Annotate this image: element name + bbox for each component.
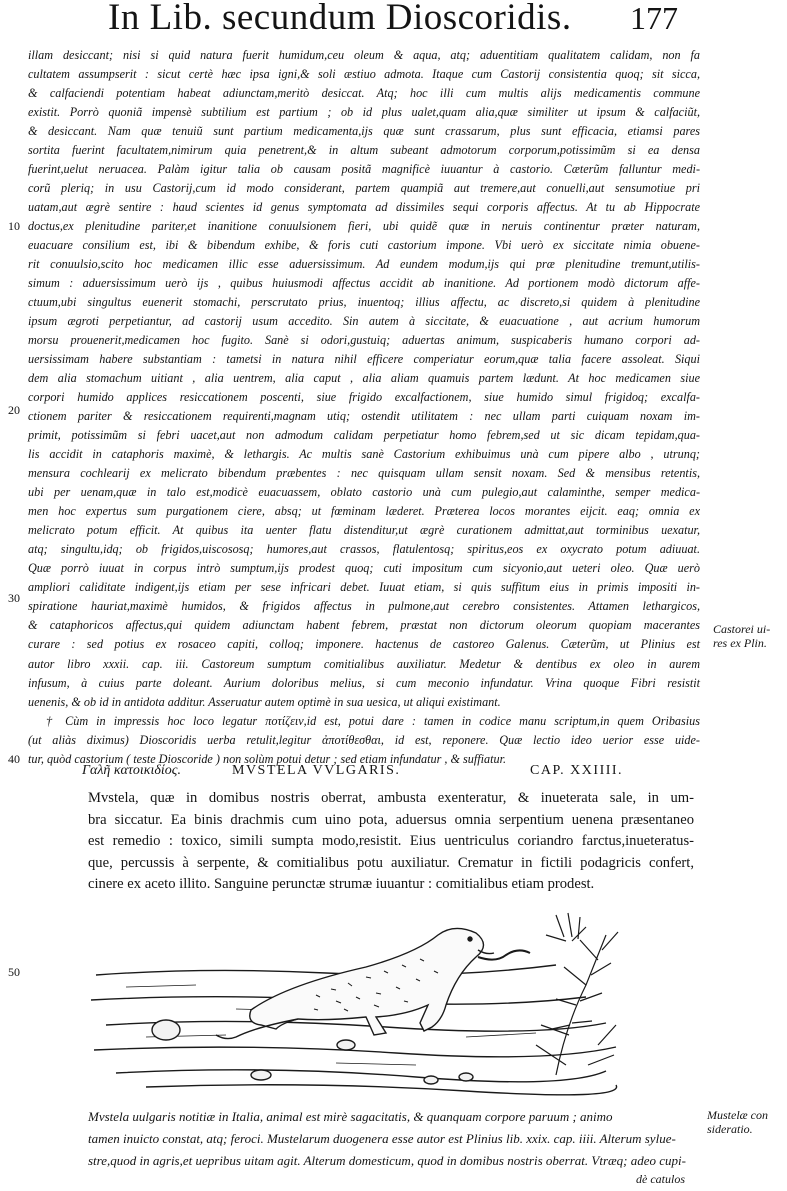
commentary-line: autor libro xxxii. cap. iii. Castoreum sumptum comitialibus auxiliatur. Medetur & dentibus ex oleo in aurem (28, 656, 700, 671)
commentary-line: doctus,ex plenitudine pariter,et inanitione conuulsionem fieri, ubi quidẽ quæ in neruis continentur præter naturam, (28, 219, 700, 234)
running-title: In Lib. secundum Dioscoridis. (108, 0, 572, 38)
commentary-line: & cataphoricos affectus,qui quidem adiunctam habent febrem, præstat non dictorum oleorum quopiam macerantes (28, 618, 700, 633)
marginal-note-mustelae: Mustelæ con sideratio. (707, 1108, 768, 1136)
bottom-line: tamen inuicto constat, atq; feroci. Mustelarum duogenera esse autor est Plinius lib. xxix. cap. iiii. Alterum sylue- (88, 1131, 676, 1146)
bottom-line: Mvstela uulgaris notitiæ in Italia, animal est mirè sagacitatis, & quanquam corpore paruum ; animo (88, 1109, 613, 1124)
commentary-line: infusum, à cuius parte doleant. Aurium doloribus melius, si cum meconio infundatur. Vrina quoque Fibri resistit (28, 675, 700, 690)
commentary-line: tur, quòd castorium ( teste Dioscoride ) non solùm potui detur ; sed etiam infundatur , & suffiatur. (28, 751, 507, 766)
dioscorides-text-block (88, 788, 694, 896)
commentary-line: morsu prouenerit,medicamen hoc fugito. Sanè si odori,gustuiq; aduertas animum, suspicaberis humano corpori ad- (28, 333, 700, 348)
line-number: 20 (8, 403, 20, 417)
commentary-line: & desiccant. Nam quæ tenuiũ sunt partium medicamenta,ijs quæ sunt crassarum, plus sunt efficacia, etiamsi pares (28, 124, 700, 139)
chapter-title: MVSTELA VVLGARIS. (232, 763, 401, 778)
commentary-line: euacuare consilium est, ibi & bibendum exhibe, & foris cuti castorium impone. Vbi uerò ex siccitate nimia obuene- (28, 238, 700, 253)
commentary-line: cultatem assumpserit : sicut certè hæc ipsa igni,& soli æstiuo admota. Itaque cum Castorij consistentia quoq; sit sicca, (28, 67, 700, 82)
commentary-line: melicrato potum efficit. At quibus ita uenter flatu distenditur,ut ægrè curationem admittat,aut torminibus uexatur, (28, 523, 700, 538)
commentary-line: ctionem pariter & resiccationem requirenti,magnam utiq; ostendit utilitatem : nec ullam parti cuiquam noxam im- (28, 409, 700, 424)
commentary-line: † Cùm in impressis hoc loco legatur ποτίζειν,id est, potui dare : tamen in codice manu scriptum,in quem Oribasius (46, 713, 700, 728)
line-number: 40 (8, 752, 20, 766)
commentary-block (28, 46, 700, 769)
marginal-note-castorei: Castorei ui- res ex Plin. (713, 622, 771, 650)
commentary-line: corpori humido applices resiccationem poscenti, siue frigido excalfactionem, siue humido simul frigidoq; excalfa- (28, 390, 700, 405)
commentary-line: spiratione hauriat,maximè humidos, & frigidos affectus in pulmone,aut cerebro consistentes. Attamen lethargicos, (28, 599, 700, 614)
line-number: 30 (8, 591, 20, 605)
dioscorides-line: que, percussis à serpente, & comitialibus potu auxiliatur. Crematur in fictili podagricis confert, (88, 854, 694, 871)
commentary-line: corũ pleriq; in usu Castorij,cum id modo considerant, partem quampiã aut tremere,aut conuelli,aut sensumotiue pri (28, 181, 700, 196)
commentary-line: ubi per uenam,quæ in talo est,modicè euacuassem, oblato castorio unà cum pulegio,aut calaminthe, semper medica- (28, 485, 700, 500)
page-header (0, 0, 787, 42)
line-number: 10 (8, 219, 20, 233)
chapter-number: CAP. XXIIII. (530, 763, 624, 778)
commentary-line: existit. Porrò quoniã impensè subtilium est partium ; ob id plus ualet,quam alia,quæ similiter ut ipsum & calfaciũt, (28, 105, 700, 120)
page-number: 177 (630, 0, 678, 36)
bottom-right-fragment: dè catulos (636, 1172, 685, 1186)
commentary-line: uersissimam habere substantiam : tametsi in natura nihil efficere comperiatur eorum,quæ talia facere assoleat. Siqui (28, 352, 700, 367)
weasel-woodcut-illustration (86, 905, 626, 1095)
commentary-line: simum : aduersissimum uerò ijs , quibus huiusmodi affectus accidit ab inanitione. Ad portionem modò dictorum affe- (28, 276, 700, 291)
commentary-line: fuerint,uelut neruacea. Palàm igitur talia ob causam positã magnificè iuuantur à castorio. Cæterũm falluntur medi- (28, 162, 700, 177)
dioscorides-line: bra siccatur. Ea binis drachmis cum uino pota, aduersus omnia serpentium uenena præsentaneo (88, 811, 694, 828)
commentary-line: & calfaciendi potentiam habeat adiunctam,meritò desiccat. Atq; hoc illi cum multis alijs medicamentis commune (28, 86, 700, 101)
commentary-line: rit conuulsio,scito hoc medicamen illic esse aduersissimum. Ad eundem modum,ijs qui præ plenitudine tremunt,utilis- (28, 257, 700, 272)
commentary-line: mensura cochlearij ex melicrato bibendum præbentes : nec quisquam ullam sensit noxam. Sed & mensibus retentis, (28, 466, 700, 481)
commentary-line: (ut aliàs diximus) Dioscoridis uerba retulit,legitur ἀποτίθεσθαι, id est, reponere. Quæ lectio ideo uerior esse uide- (28, 732, 700, 747)
commentary-line: curare : sed potius ex rosaceo capiti, colloq; imponere. hactenus de castoreo Galenus. Cæterũm, ut Plinius est (28, 637, 700, 652)
dioscorides-line: Mvstela, quæ in domibus nostris oberrat, ambusta exenteratur, & inueterata sale, in um- (88, 790, 694, 806)
commentary-line: primit, potissimũm si febri uacet,aut non admodum calidam perpetiatur homo febrem,sed ut sic dicam tepidam,qua- (28, 428, 700, 443)
commentary-line: ampliori caliditate indigent,ijs etiam per sese infricari debet. Iuuat etiam, si quis suffitum eius in primis impositi in- (28, 580, 700, 595)
commentary-line: ctuum,ubi singultus euenerit stomachi, perscrutato prius, inuentoq; illius affectu, ac discreto,si quidem à plenitudine (28, 295, 700, 310)
chapter-greek-title: Γαλῆ κατοικιδίος. (82, 763, 181, 778)
commentary-line: lis accidit in cataphoris maximè, & lethargis. Ac multis sanè Castorium exhibuimus unà cum pipere albo , utrunq; (28, 447, 700, 462)
chapter-heading (82, 763, 692, 783)
commentary-line: atq; singultu,idq; ob frigidos,uiscososq; humores,aut crassos, flatulentosq; spiritus,eos ex oxycrato potum adiuuat. (28, 542, 700, 557)
dioscorides-line: cinere ex aceto illito. Sanguine perunctæ strumæ iuuantur : comitialibus etiam prodest. (88, 876, 595, 892)
line-number-gutter (0, 0, 30, 1191)
bottom-commentary-block (88, 1106, 698, 1172)
commentary-line: dem alia stomachum uitiant , alia uentrem, alia caput , alia aliam quamuis partem lædunt. At hoc medicamen siue (28, 371, 700, 386)
commentary-line: men hoc expertus sum purgationem ciere, absq; ut fœminam læderet. Præterea locos morantes eijcit. eaq; omnia ex (28, 504, 700, 519)
commentary-line: illam desiccant; nisi si quid natura fuerit humidum,ceu oleum & aqua, atq; aduentitiam qualitatem calidam, non fa (28, 48, 700, 62)
commentary-line: sortita fuerint facultatem,nimirum quia penetrent,& in altum subeant admotorum corporum,potissimũm si ea densa (28, 143, 700, 158)
commentary-line: uenenis, & ob id in antidota additur. Asseruatur autem optimè in sua uesica, ut aliqui existimant. (28, 694, 501, 709)
commentary-line: uatam,aut ægrè sentire : haud scientes id genus symptomata ad dissimiles sequi corporis affectus. At tu ab Hippocrate (28, 200, 700, 215)
dioscorides-line: est remedio : toxico, simili sumpta modo,resistit. Eius uentriculus coriandro farctus,inueteratus- (88, 833, 694, 849)
line-number: 50 (8, 965, 20, 979)
commentary-line: Quæ porrò iuuat in corpus intrò sumptum,ijs prodest quoq; cuti impositum cum sicyonio,aut ueteri oleo. Quæ uerò (28, 561, 700, 576)
commentary-line: ipsum ægroti perpetiantur, ad castorij usum accedito. Sin autem à siccitate, & euacuatione , aut acrium humorum (28, 314, 700, 329)
bottom-line: stre,quod in agris,et uepribus uitam agit. Alterum domesticum, quod in domibus nostris oberrat. Vtræq; adeo cupi- (88, 1153, 686, 1168)
